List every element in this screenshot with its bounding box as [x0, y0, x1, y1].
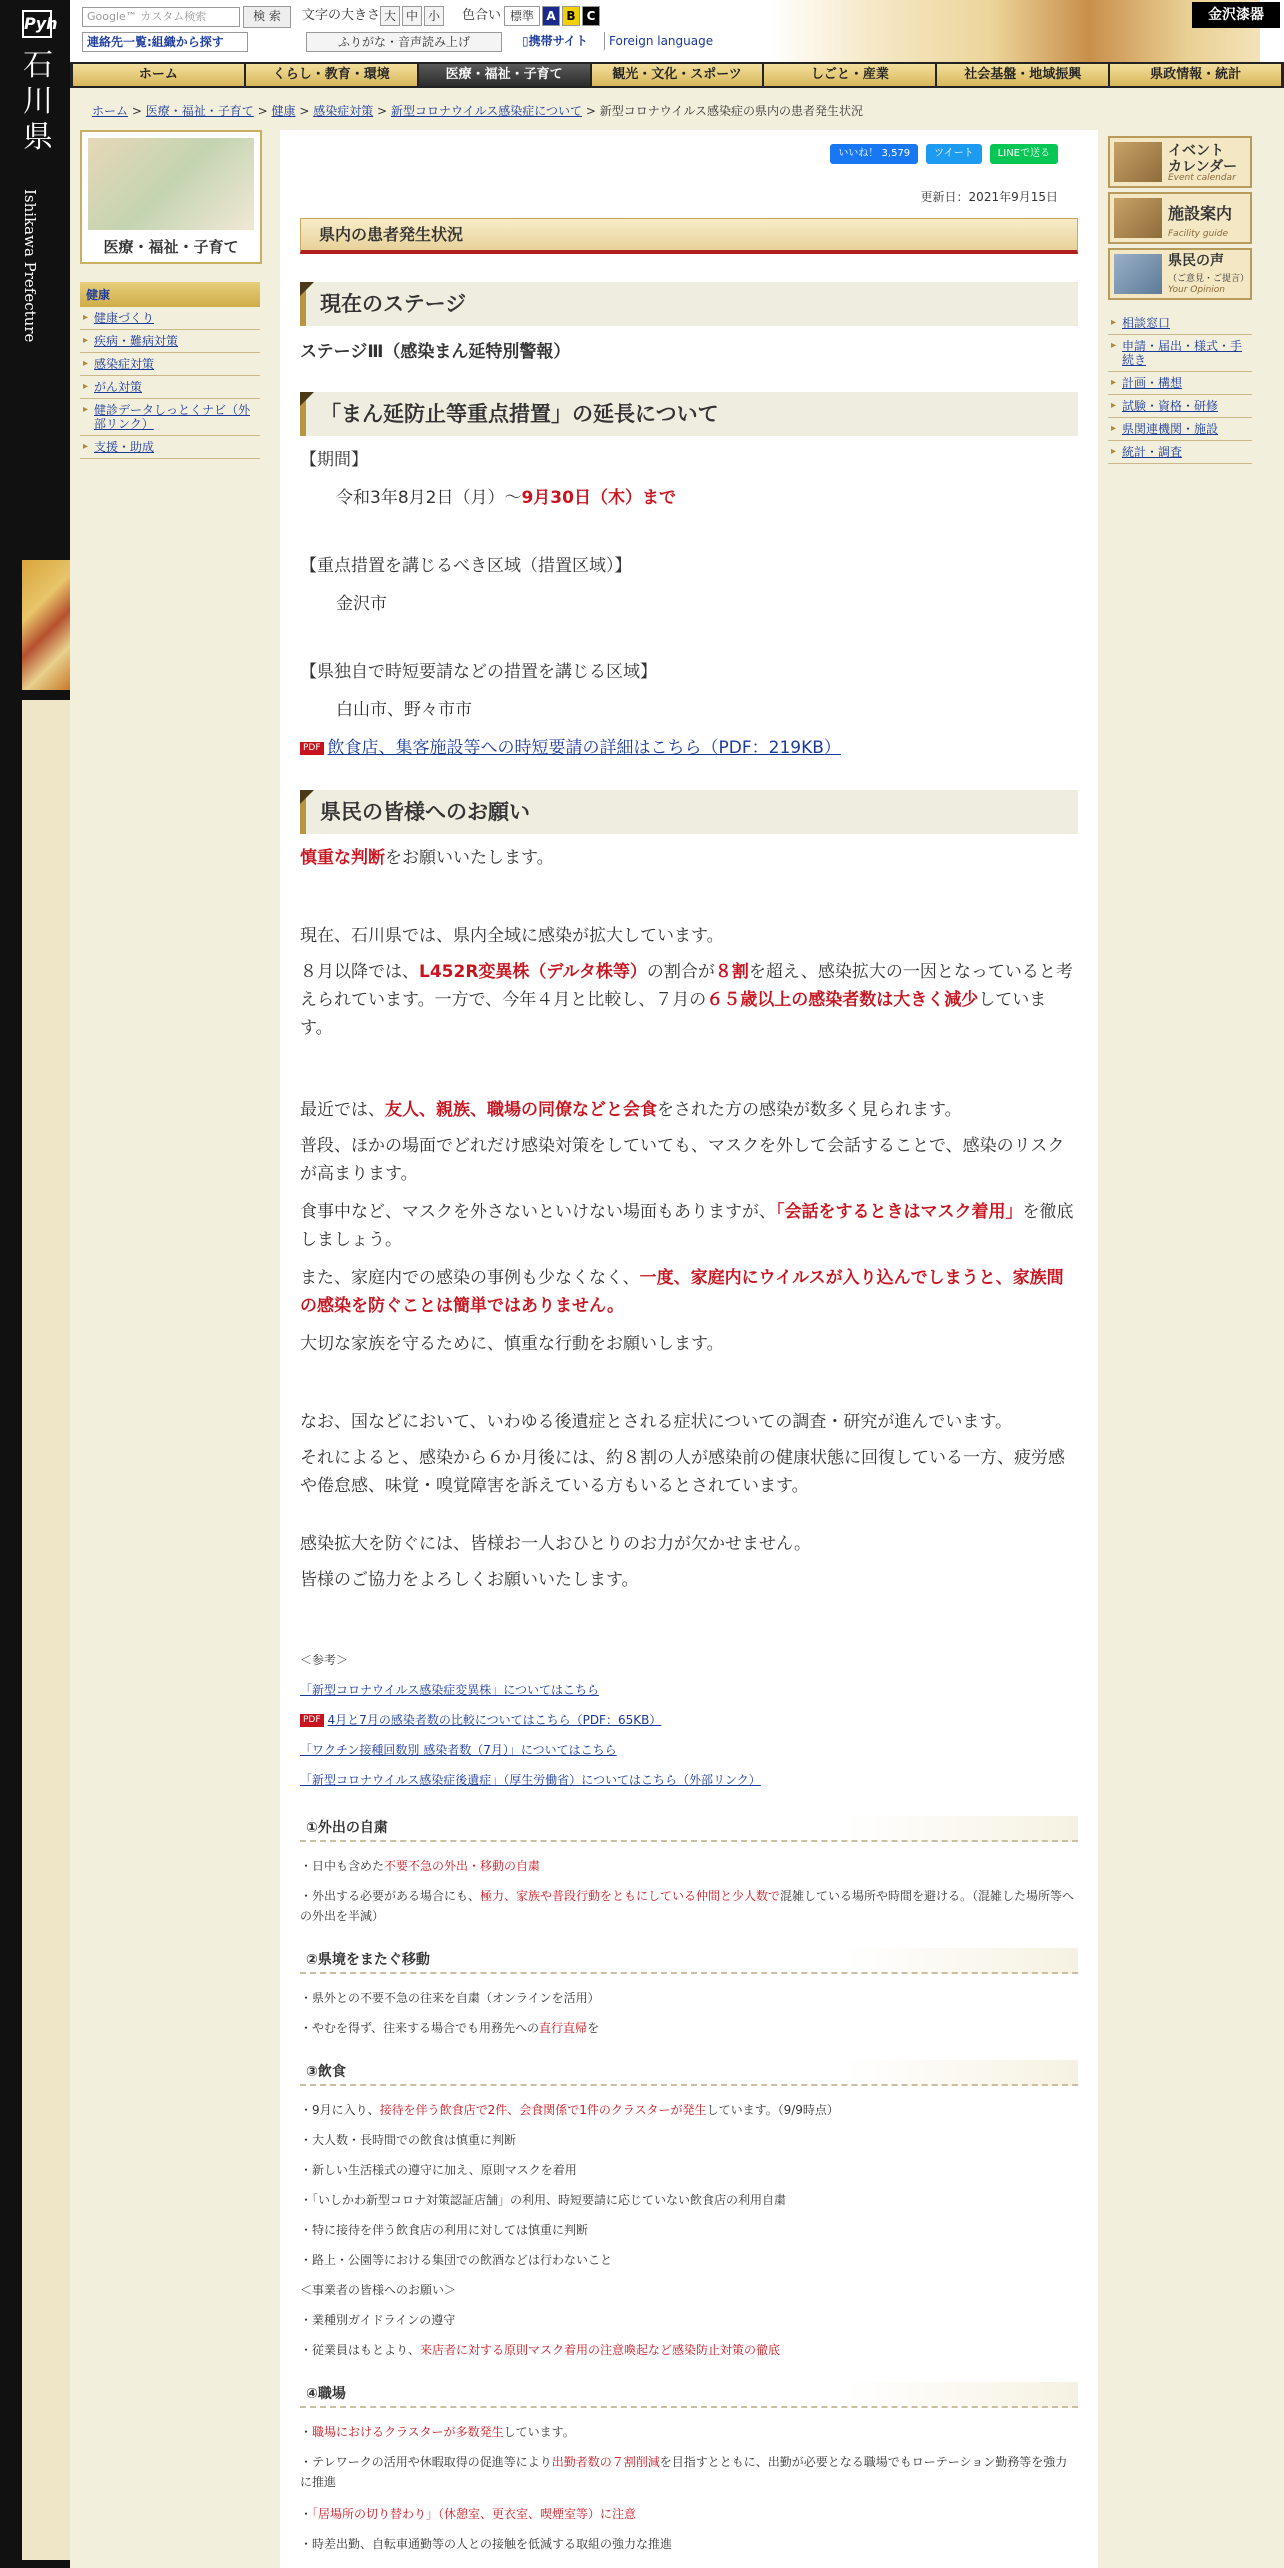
prefecture-logo-icon[interactable]: Pyh [22, 10, 52, 38]
pdf-icon: PDF [300, 1714, 324, 1727]
left-menu-link[interactable]: 感染症対策 [94, 357, 155, 371]
right-link[interactable]: 統計・調査 [1122, 445, 1183, 459]
left-menu-item[interactable] [80, 436, 260, 459]
section-heading-travel: ②県境をまたぐ移動 [300, 1948, 1078, 1974]
stage-text: ステージⅢ（感染まん延特別警報） [300, 342, 571, 362]
paragraph [300, 958, 1078, 1042]
text: ・外出する必要がある場合にも、 [300, 1889, 481, 1903]
site-header [70, 0, 1284, 62]
facility-guide-title: 施設案内 [1168, 204, 1233, 223]
request-rest: をお願いいたします。 [385, 848, 554, 868]
left-menu-item[interactable] [80, 376, 260, 399]
right-link[interactable]: 相談窓口 [1122, 316, 1171, 330]
font-size-small-button[interactable]: 小 [424, 6, 444, 26]
calendar-thumbnail [1114, 142, 1162, 182]
period-value [300, 484, 1078, 512]
text-emphasis: 来店者に対する原則マスク着用の注意喚起など感染防止対策の徹底 [420, 2343, 781, 2357]
breadcrumb-health[interactable]: 健康 [271, 104, 296, 118]
font-size-medium-button[interactable]: 中 [402, 6, 422, 26]
foreign-language-link[interactable]: Foreign language [604, 32, 713, 50]
color-standard-button[interactable]: 標準 [504, 6, 540, 26]
reference-link[interactable]: 「新型コロナウイルス感染症変異株」についてはこちら [300, 1683, 600, 1697]
request-text [300, 844, 1078, 872]
left-menu-link[interactable]: がん対策 [94, 380, 143, 394]
color-label: 色合い [462, 8, 502, 23]
text: ・9月に入り、 [300, 2103, 380, 2117]
page-title: 県内の患者発生状況 [300, 218, 1078, 254]
list-item [300, 2340, 1078, 2360]
pdf-icon: PDF [300, 742, 324, 755]
right-link[interactable]: 試験・資格・研修 [1122, 399, 1219, 413]
text: しています。 [503, 2425, 575, 2439]
paragraph: なお、国などにおいて、いわゆる後遺症とされる症状についての調査・研究が進んでいます。 [300, 1412, 1012, 1432]
text: しています。 [300, 990, 1047, 1038]
nav-tab-life[interactable]: くらし・教育・環境 [246, 64, 417, 86]
text-emphasis: 不要不急の外出・移動の自粛 [384, 1859, 541, 1873]
reference-row [300, 1710, 1078, 1730]
paragraph: 普段、ほかの場面でどれだけ感染対策をしていても、マスクを外して会話することで、感染のリスクが高まります。 [300, 1136, 1065, 1184]
breadcrumb-separator: > [377, 104, 388, 118]
left-menu-link[interactable]: 疾病・難病対策 [94, 334, 179, 348]
text-emphasis: 職場におけるクラスターが多数発生 [312, 2425, 504, 2439]
period-label: 【期間】 [300, 450, 368, 470]
text: ・ [300, 2507, 313, 2521]
tweet-button[interactable]: ツイート [926, 144, 982, 164]
text: ・日中も含めた [300, 1859, 385, 1873]
text: の割合が [646, 962, 715, 982]
period-end: 9月30日（木）まで [521, 488, 676, 508]
nav-tab-home[interactable]: ホーム [73, 64, 244, 86]
list-item: ＜事業者の皆様へのお願い＞ [300, 2283, 457, 2297]
right-link[interactable]: 計画・構想 [1122, 376, 1183, 390]
right-link-item[interactable] [1108, 441, 1252, 464]
right-sidebar [1108, 136, 1252, 464]
reference-link[interactable]: 「新型コロナウイルス感染症後遺症」（厚生労働省）についてはこちら（外部リンク） [300, 1773, 761, 1787]
color-a-button[interactable]: A [542, 6, 560, 26]
reference-link[interactable]: 「ワクチン接種回数別 感染者数（7月）」についてはこちら [300, 1743, 617, 1757]
list-item: ・大人数・長時間での飲食は慎重に判断 [300, 2133, 517, 2147]
list-item: ・路上・公園等における集団での飲酒などは行わないこと [300, 2253, 613, 2267]
search-button[interactable]: 検 索 [243, 6, 291, 28]
breadcrumb-separator: > [257, 104, 268, 118]
breadcrumb-infection[interactable]: 感染症対策 [313, 104, 374, 118]
breadcrumb [92, 102, 863, 119]
nav-tab-government[interactable]: 県政情報・統計 [1110, 64, 1281, 86]
text-emphasis: 極力、家族や普段行動をともにしている仲間と少人数で [480, 1889, 781, 1903]
reference-row [300, 1770, 1078, 1790]
line-share-button[interactable]: LINEで送る [990, 144, 1058, 164]
your-opinion-sub: Your Opinion [1168, 285, 1225, 295]
left-menu-item[interactable] [80, 353, 260, 376]
left-menu-head[interactable]: 健康 [80, 282, 260, 307]
pdf-link-row [300, 734, 1078, 762]
decorative-pattern [22, 560, 70, 690]
breadcrumb-medical[interactable]: 医療・福祉・子育て [145, 104, 254, 118]
list-item [300, 2100, 1078, 2120]
main-content [280, 130, 1098, 2568]
paragraph: 感染拡大を防ぐには、皆様お一人おひとりのお力が欠かせません。 [300, 1534, 812, 1554]
section-heading-workplace: ④職場 [300, 2382, 1078, 2408]
emergency-heading: 「まん延防止等重点措置」の延長について [300, 392, 1078, 436]
period-start: 令和3年8月2日（月）～ [336, 488, 522, 508]
font-size-large-button[interactable]: 大 [380, 6, 400, 26]
prefecture-name: 石川県 [23, 48, 53, 155]
list-item [300, 1886, 1078, 1926]
nav-tab-medical[interactable]: 医療・福祉・子育て [419, 64, 590, 86]
area-label: 【重点措置を講じるべき区域（措置区域）】 [300, 556, 632, 576]
section-caption: 医療・福祉・子育て [103, 238, 239, 256]
list-item: ・県外との不要不急の往来を自粛（オンラインを活用） [300, 1991, 600, 2005]
decorative-background [22, 700, 70, 2560]
text: ・ [300, 2425, 313, 2439]
left-menu-link[interactable]: 健診データしっとくナビ（外部リンク） [94, 403, 251, 431]
facebook-like-button[interactable]: いいね！ 3,579 [830, 144, 918, 164]
header-decoration [770, 0, 1260, 62]
contact-list-button[interactable]: 連絡先一覧:組織から探す [82, 32, 248, 52]
paragraph [300, 1264, 1078, 1320]
text-emphasis: 接待を伴う飲食店で2件、会食関係で1件のクラスターが発生 [379, 2103, 707, 2117]
list-item: ・時差出勤、自転車通勤等の人との接触を低減する取組の強力な推進 [300, 2537, 673, 2551]
left-menu-link[interactable]: 支援・助成 [94, 440, 155, 454]
reference-row [300, 1740, 1078, 1760]
facility-thumbnail [1114, 198, 1162, 238]
text: しています。（9/9時点） [706, 2103, 839, 2117]
color-b-button[interactable]: B [562, 6, 580, 26]
prefecture-side-band [0, 0, 70, 2568]
breadcrumb-separator: > [585, 104, 596, 118]
right-link-item[interactable] [1108, 335, 1252, 372]
event-calendar-banner[interactable] [1108, 136, 1252, 188]
event-calendar-sub: Event calendar [1168, 173, 1236, 183]
list-item: ・新しい生活様式の遵守に加え、原則マスクを着用 [300, 2163, 577, 2177]
text-emphasis: ６５歳以上の感染者数は大きく減少 [706, 990, 979, 1010]
list-item [300, 2422, 1078, 2442]
your-opinion-note: （ご意見・ご提言） [1168, 274, 1250, 284]
text-emphasis: 直行直帰 [539, 2021, 588, 2035]
color-c-button[interactable]: C [582, 6, 600, 26]
paragraph: 大切な家族を守るために、慎重な行動をお願いします。 [300, 1334, 724, 1354]
text: を超え、感染拡大の一因となっていると考えられています。一方で、今年４月と比較し、７月の [300, 962, 1073, 1010]
text: ８月以降では、 [300, 962, 419, 982]
text-emphasis: 「会話をするときはマスク着用」 [776, 1202, 1023, 1222]
nav-tab-infrastructure[interactable]: 社会基盤・地域振興 [937, 64, 1108, 86]
stage-heading: 現在のステージ [300, 282, 1078, 326]
left-sidebar [80, 130, 262, 459]
kanazawa-lacquer-badge[interactable]: 金沢漆器 [1192, 2, 1280, 28]
family-photo [88, 138, 254, 230]
list-item [300, 1856, 1078, 1876]
paragraph: 現在、石川県では、県内全域に感染が拡大しています。 [300, 926, 724, 946]
list-item: ・「いしかわ新型コロナ対策認証店舗」の利用、時短要請に応じていない飲食店の利用自粛 [300, 2193, 787, 2207]
right-link[interactable]: 県関連機関・施設 [1122, 422, 1219, 436]
reference-label: ＜参考＞ [300, 1653, 349, 1667]
left-menu-item[interactable] [80, 307, 260, 330]
paragraph: それによると、感染から６か月後には、約８割の人が感染前の健康状態に回復している一方、疲労感や倦怠感、味覚・嗅覚障害を訴えている方もいるとされています。 [300, 1448, 1065, 1496]
facility-guide-sub: Facility guide [1168, 229, 1229, 239]
left-menu-item[interactable] [80, 330, 260, 353]
search-input[interactable]: Google™ カスタム検索 [82, 7, 240, 27]
mobile-icon: ▯ [522, 34, 529, 48]
list-item: ・業種別ガイドラインの遵守 [300, 2313, 456, 2327]
left-menu-item[interactable] [80, 399, 260, 436]
text: を [587, 2021, 600, 2035]
text-emphasis: 一度、家庭内にウイルスが入り込んでしまうと、家族間の感染を防ぐことは簡単ではありません。 [300, 1268, 1064, 1316]
font-size-label: 文字の大きさ [302, 8, 381, 23]
left-menu [80, 282, 260, 459]
reference-link[interactable]: 4月と7月の感染者数の比較についてはこちら（PDF：65KB） [327, 1713, 662, 1727]
breadcrumb-separator: > [131, 104, 142, 118]
text: また、家庭内での感染の事例も少なくなく、 [300, 1268, 640, 1288]
pdf-link[interactable]: 飲食店、集客施設等への時短要請の詳細はこちら（PDF：219KB） [327, 738, 841, 758]
your-opinion-banner[interactable] [1108, 248, 1252, 300]
breadcrumb-separator: > [299, 104, 310, 118]
nav-tab-work[interactable]: しごと・産業 [764, 64, 935, 86]
text-emphasis: ８割 [714, 962, 749, 982]
section-heading-dining: ③飲食 [300, 2060, 1078, 2086]
text: を徹底しましょう。 [300, 1202, 1074, 1250]
mobile-site-link[interactable] [522, 32, 588, 50]
furigana-button[interactable]: ふりがな・音声読み上げ [306, 32, 502, 52]
right-link-item[interactable] [1108, 312, 1252, 335]
own-area-value: 白山市、野々市市 [336, 700, 472, 720]
nav-tab-tourism[interactable]: 観光・文化・スポーツ [592, 64, 763, 86]
area-value: 金沢市 [336, 594, 387, 614]
request-emphasis: 慎重な判断 [300, 848, 385, 868]
list-item [300, 2504, 1078, 2524]
reference-row [300, 1680, 1078, 1700]
text: を目指すとともに、出勤が必要となる職場でもローテーション勤務等を強力に推進 [300, 2455, 1068, 2489]
section-heading-outing: ①外出の自粛 [300, 1816, 1078, 1842]
text: をされた方の感染が数多く見られます。 [657, 1100, 962, 1120]
left-menu-link[interactable]: 健康づくり [94, 311, 155, 325]
text-emphasis: 「居場所の切り替わり」（休憩室、更衣室、喫煙室等）に注意 [312, 2507, 637, 2521]
paragraph [300, 1198, 1078, 1254]
list-item [300, 2452, 1078, 2492]
text-emphasis: 出勤者数の７割削減 [551, 2455, 660, 2469]
request-heading: 県民の皆様へのお願い [300, 790, 1078, 834]
right-link-item[interactable] [1108, 418, 1252, 441]
breadcrumb-current: 新型コロナウイルス感染症の県内の患者発生状況 [599, 104, 863, 118]
right-link[interactable]: 申請・届出・様式・手続き [1122, 339, 1243, 367]
global-nav [70, 62, 1284, 88]
own-area-label: 【県独自で時短要請などの措置を講じる区域】 [300, 662, 657, 682]
mobile-site-label: 携帯サイト [528, 34, 588, 48]
text: 食事中など、マスクを外さないといけない場面もありますが、 [300, 1202, 776, 1222]
opinion-thumbnail [1114, 254, 1162, 294]
list-item [300, 2018, 1078, 2038]
text-emphasis: 友人、親族、職場の同僚などと会食 [385, 1100, 657, 1120]
text: 混雑している場所や時間を避ける。（混雑した場所等への外出を半減） [300, 1889, 1075, 1923]
paragraph: 皆様のご協力をよろしくお願いいたします。 [300, 1570, 639, 1590]
list-item: ・特に接待を伴う飲食店の利用に対しては慎重に判断 [300, 2223, 589, 2237]
your-opinion-title: 県民の声 [1168, 253, 1224, 269]
right-links [1108, 312, 1252, 464]
text-emphasis: L452R変異株（デルタ株等） [419, 962, 647, 982]
prefecture-roman-name: Ishikawa Prefecture [21, 189, 39, 343]
facility-guide-banner[interactable] [1108, 192, 1252, 244]
right-link-item[interactable] [1108, 395, 1252, 418]
event-calendar-title: イベント カレンダー [1168, 143, 1238, 175]
updated-date: 更新日：2021年9月15日 [920, 190, 1058, 204]
text: ・テレワークの活用や休暇取得の促進等により [300, 2455, 552, 2469]
text: 最近では、 [300, 1100, 385, 1120]
text: ・従業員はもとより、 [300, 2343, 421, 2357]
breadcrumb-covid[interactable]: 新型コロナウイルス感染症について [390, 104, 582, 118]
section-banner[interactable] [80, 130, 262, 264]
social-buttons [830, 144, 1058, 164]
paragraph [300, 1096, 1078, 1124]
right-link-item[interactable] [1108, 372, 1252, 395]
breadcrumb-home[interactable]: ホーム [92, 104, 129, 118]
text: ・やむを得ず、往来する場合でも用務先への [300, 2021, 540, 2035]
